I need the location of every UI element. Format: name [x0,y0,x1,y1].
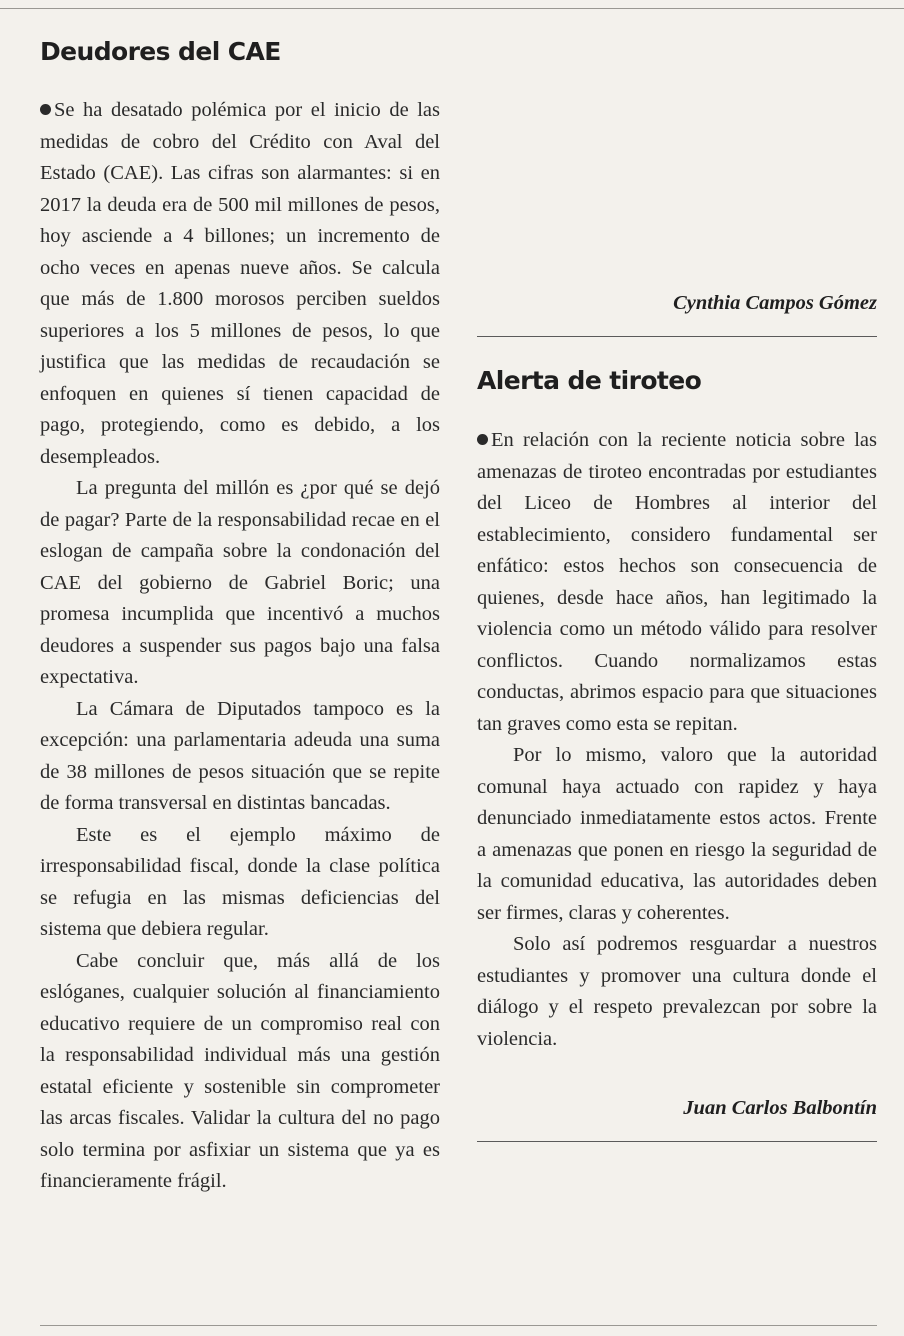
letter2-paragraph-1 [477,425,877,740]
letter2-author: Juan Carlos Balbontín [683,1097,877,1119]
letter1-paragraph-3: La Cámara de Diputados tampoco es la excepción: una parlamentaria adeuda una suma de 38 millones de pesos situación que se repite de forma transversal en distintas bancadas. [40,697,440,814]
letter-divider [477,336,877,337]
letter1-title: Deudores del CAE [40,37,281,66]
left-column [40,34,440,1198]
letter1-paragraph-2: La pregunta del millón es ¿por qué se dejó de pagar? Parte de la responsabilidad recae en el eslogan de campaña sobre la condonación del CAE del gobierno de Gabriel Boric; una promesa incumplida que incentivó a muchos deudores a suspender sus pagos bajo una falsa expectativa. [40,477,440,688]
letter-end-divider [477,1141,877,1142]
letter1-author: Cynthia Campos Gómez [673,292,877,314]
letter1-paragraph-1 [40,95,440,473]
bullet-icon [477,434,488,445]
letter1-paragraph-5: Cabe concluir que, más allá de los eslóganes, cualquier solución al financiamiento educativo requiere de un compromiso real con la responsabilidad individual más una gestión estatal eficiente y sostenible sin comprometer las arcas fiscales. Validar la cultura del no pago solo termina por asfixiar un sistema que ya es financieramente frágil. [40,949,440,1192]
letter1-paragraph-4: Este es el ejemplo máximo de irresponsabilidad fiscal, donde la clase política se refugia en las mismas deficiencias del sistema que debiera regular. [40,823,440,940]
bottom-divider [40,1325,877,1326]
letter2-paragraph-1-text: En relación con la reciente noticia sobre las amenazas de tiroteo encontradas por estudiantes del Liceo de Hombres al interior del establecimiento, considero fundamental ser enfático: estos hechos son consecuencia de quienes, desde hace años, han legitimado la violencia como un método válido para resolver conflictos. Cuando normalizamos estas conductas, abrimos espacio para que situaciones tan graves como esta se repitan. [477,429,877,735]
bullet-icon [40,104,51,115]
letter1-paragraph-1-text: Se ha desatado polémica por el inicio de las medidas de cobro del Crédito con Aval del Estado (CAE). Las cifras son alarmantes: si en 2017 la deuda era de 500 mil millones de pesos, hoy asciende a 4 billones; un incremento de ocho veces en apenas nueve años. Se calcula que más de 1.800 morosos perciben sueldos superiores a los 5 millones de pesos, lo que justifica que las medidas de recaudación se enfoquen en quienes sí tienen capacidad de pago, protegiendo, como es debido, a los desempleados. [40,99,440,468]
letter2-paragraph-3: Solo así podremos resguardar a nuestros estudiantes y promover una cultura donde el diálogo y el respeto prevalezcan por sobre la violencia. [477,933,877,1050]
top-divider [0,0,904,9]
letter2-paragraph-2: Por lo mismo, valoro que la autoridad comunal haya actuado con rapidez y haya denunciado inmediatamente estos actos. Frente a amenazas que ponen en riesgo la seguridad de la comunidad educativa, las autoridades deben ser firmes, claras y coherentes. [477,744,877,924]
letter2-title: Alerta de tiroteo [477,366,702,395]
right-column [477,34,877,1142]
